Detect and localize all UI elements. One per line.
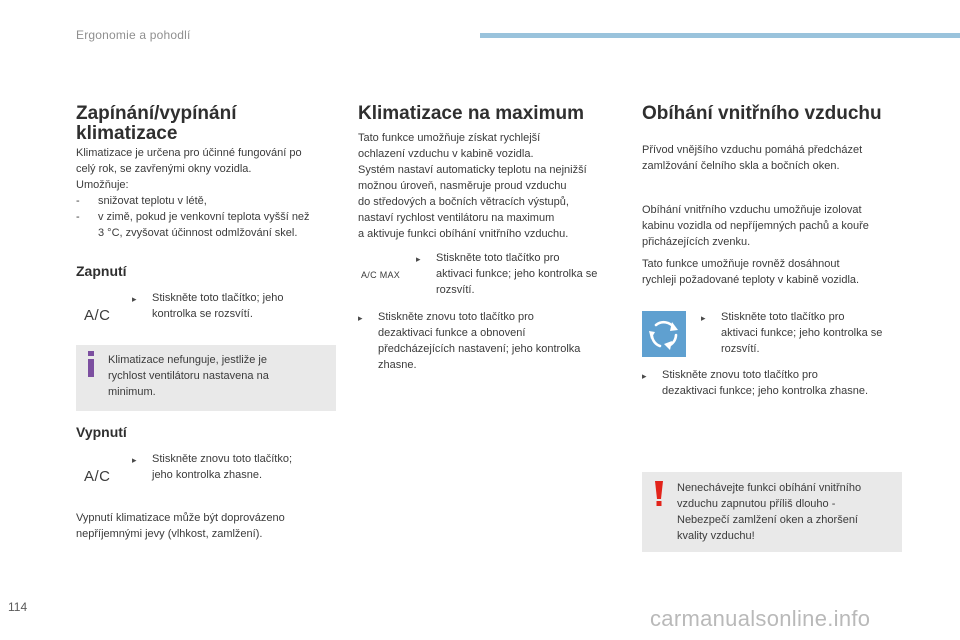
warning-box: Nenechávejte funkci obíhání vnitřního vzduchu zapnutou příliš dlouho - Nebezpečí zamlžení oken a zhoršení kvality vzduchu! — [642, 472, 902, 552]
ac-button-label: A/C — [84, 468, 111, 485]
bullet-icon: ▸ — [132, 294, 137, 304]
col1-closing: Vypnutí klimatizace může být doprovázeno nepříjemnými jevy (vlhkost, zamlžení). — [76, 512, 285, 540]
bullet-icon: ▸ — [701, 313, 706, 323]
recirc-deactivate-instruction: ▸ Stiskněte znovu toto tlačítko pro dezaktivaci funkce; jeho kontrolka zhasne. — [642, 369, 869, 397]
watermark: carmanualsonline.info — [650, 606, 871, 631]
on-heading: Zapnutí — [76, 263, 127, 279]
bullet-icon: ▸ — [416, 254, 421, 264]
col3-paragraph-3: Tato funkce umožňuje rovněž dosáhnout rychleji požadované teploty v kabině vozidla. — [642, 258, 860, 286]
header-accent-bar — [480, 33, 960, 38]
col2-heading: Klimatizace na maximum — [358, 103, 584, 124]
recirculation-button — [642, 311, 686, 357]
ac-max-button-label: A/C MAX — [361, 270, 401, 280]
ac-max-deactivate-instruction: ▸ Stiskněte znovu toto tlačítko pro dezaktivaci funkce a obnovení předcházejících nastavení; jeho kontrolka zhasne. — [358, 311, 581, 371]
bullet-icon: ▸ — [642, 371, 647, 381]
col3-paragraph-2: Obíhání vnitřního vzduchu umožňuje izolovat kabinu vozidla od nepříjemných pachů a kouře přicházejících zvenku. — [642, 204, 869, 248]
info-icon — [84, 351, 98, 377]
info-box: Klimatizace nefunguje, jestliže je rychlost ventilátoru nastavena na minimum. — [76, 345, 336, 411]
bullet-icon: ▸ — [132, 455, 137, 465]
air-recirculation-icon — [642, 311, 686, 357]
section-title: Ergonomie a pohodlí — [76, 28, 191, 42]
col1-intro: Klimatizace je určena pro účinné fungování po celý rok, se zavřenými okny vozidla. Umožňuje: - snižovat teplotu v létě, - v zimě, pokud je venkovní teplota vyšší než 3 °C, zvyšovat účinnost odmlžování skel. — [76, 145, 346, 241]
col3-paragraph-1: Přívod vnějšího vzduchu pomáhá předcházet zamlžování čelního skla a bočních oken. — [642, 144, 863, 172]
ac-button-label: A/C — [84, 307, 111, 324]
on-instruction: ▸ Stiskněte toto tlačítko; jeho kontrolka se rozsvítí. — [132, 292, 284, 320]
recirc-activate-instruction: ▸ Stiskněte toto tlačítko pro aktivaci funkce; jeho kontrolka se rozsvítí. — [701, 311, 883, 355]
list-item: - snižovat teplotu v létě, — [76, 195, 207, 207]
col2-body: Tato funkce umožňuje získat rychlejší ochlazení vzduchu v kabině vozidla. Systém nastaví automaticky teplotu na nejnižší možnou úroveň, nasměruje proud vzduchu do středových a bočních větracích výstupů, nastaví rychlost ventilátoru na maximum a aktivuje funkci obíhání vnitřního vzduchu. — [358, 132, 587, 240]
ac-max-activate-instruction: ▸ Stiskněte toto tlačítko pro aktivaci funkce; jeho kontrolka se rozsvítí. — [416, 252, 598, 296]
bullet-icon: ▸ — [358, 313, 363, 323]
list-item: - v zimě, pokud je venkovní teplota vyšší než 3 °C, zvyšovat účinnost odmlžování skel. — [76, 211, 310, 239]
page-number: 114 — [8, 600, 28, 614]
warning-icon — [654, 481, 664, 507]
col3-heading: Obíhání vnitřního vzduchu — [642, 103, 882, 124]
off-instruction: ▸ Stiskněte znovu toto tlačítko; jeho kontrolka zhasne. — [132, 453, 293, 481]
off-heading: Vypnutí — [76, 424, 127, 440]
col1-heading: Zapínání/vypínání klimatizace — [76, 103, 237, 144]
